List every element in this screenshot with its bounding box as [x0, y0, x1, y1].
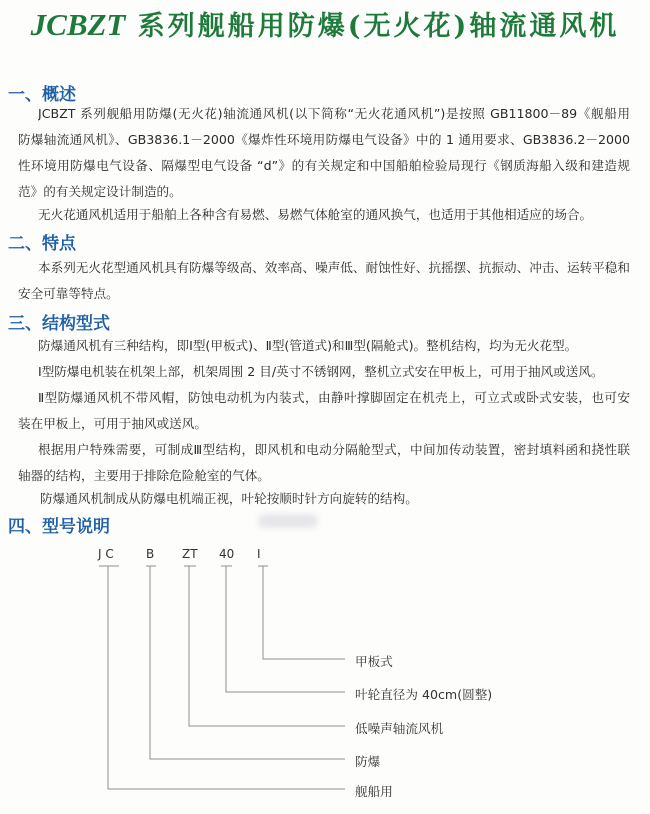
section-heading-structure: 三、结构型式 [8, 314, 110, 334]
section-heading-overview: 一、概述 [8, 85, 76, 105]
title-text: 系列舰船用防爆(无火花)轴流通风机 [137, 11, 620, 42]
label-low-noise-fan: 低噪声轴流风机 [355, 721, 444, 736]
leader-line-40 [221, 566, 345, 692]
paragraph-line: JCBZT 系列舰船用防爆(无火花)轴流通风机(以下简称“无火花通风机”)是按照 GB11800－89《舰船用 [38, 106, 630, 121]
paragraph-line: 轴器的结构，主要用于排除危险舱室的气体。 [18, 468, 270, 483]
code-jc: J C [98, 547, 114, 561]
paragraph-line: 性环境用防爆电气设备、隔爆型电气设备 “d”》的有关规定和中国船舶检验局现行《钢质海船入级和建造规 [18, 158, 630, 173]
paragraph-line: 防爆通风机有三种结构，即Ⅰ型(甲板式)、Ⅱ型(管道式)和Ⅲ型(隔舱式)。整机结构，均为无火花型。 [38, 338, 578, 353]
leader-line-b [146, 566, 345, 759]
section-heading-model: 四、型号说明 [8, 517, 110, 537]
label-impeller-diameter: 叶轮直径为 40cm(圆整) [355, 687, 493, 702]
leader-line-zt [184, 566, 345, 726]
paragraph-line: Ⅱ型防爆通风机不带风帽，防蚀电动机为内装式，由静叶撑脚固定在机壳上，可立式或卧式安装，也可安 [38, 390, 630, 405]
paragraph-line: 根据用户特殊需要，可制成Ⅲ型结构，即风机和电动分隔舱型式，中间加传动装置，密封填料函和挠性联 [38, 442, 630, 457]
code-b: B [146, 547, 155, 561]
code-40: 40 [219, 547, 235, 561]
code-zt: ZT [182, 547, 198, 561]
leader-line-i [258, 566, 345, 659]
label-explosion-proof: 防爆 [355, 754, 381, 769]
paragraph-line: 防爆通风机制成从防爆电机端正视，叶轮按顺时针方向旋转的结构。 [40, 491, 418, 506]
paragraph-line: Ⅰ型防爆电机装在机架上部，机架周围 2 目/英寸不锈钢网，整机立式安在甲板上，可用于抽风或送风。 [38, 364, 604, 379]
label-marine-use: 舰船用 [355, 784, 393, 799]
paragraph-line: 安全可靠等特点。 [18, 286, 119, 301]
leader-line-jc [99, 566, 345, 789]
label-deck-type: 甲板式 [355, 654, 393, 669]
title-latin: JCBZT [30, 7, 126, 42]
paragraph-line: 范》的有关规定设计制造的。 [18, 184, 182, 199]
section-heading-features: 二、特点 [8, 234, 76, 254]
paragraph-line: 装在甲板上，可用于抽风或送风。 [18, 416, 207, 431]
code-i: Ⅰ [257, 547, 261, 561]
paragraph-line: 本系列无火花型通风机具有防爆等级高、效率高、噪声低、耐蚀性好、抗摇摆、抗振动、冲击、运转平稳和 [38, 260, 630, 275]
paragraph-line: 无火花通风机适用于船舶上各种含有易燃、易燃气体舱室的通风换气，也适用于其他相适应的场合。 [38, 207, 593, 222]
paragraph-line: 防爆轴流通风机》、GB3836.1－2000《爆炸性环境用防爆电气设备》中的 1 通用要求、GB3836.2－2000 [18, 132, 630, 147]
